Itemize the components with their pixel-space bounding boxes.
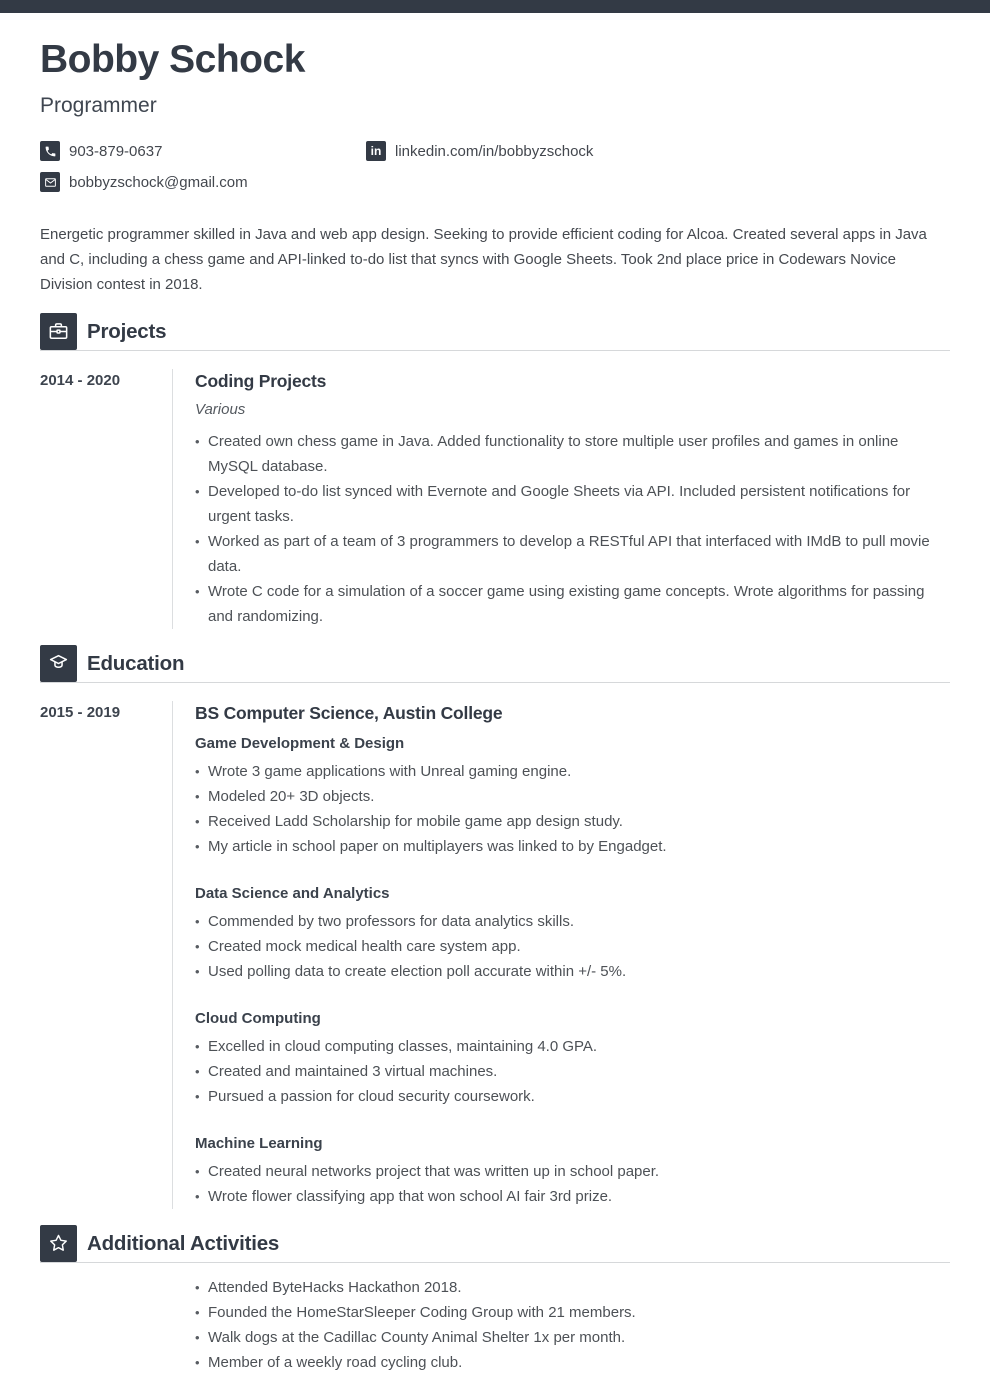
group-label: Game Development & Design [195, 735, 405, 752]
activities-bullet-list [195, 1275, 950, 1375]
phone-icon [40, 141, 60, 161]
email-address: bobbyzschock@gmail.com [69, 173, 248, 191]
bullet-item: • Created neural networks project that was written up in school paper. [195, 1159, 940, 1184]
bullet-item: • Walk dogs at the Cadillac County Animal Shelter 1x per month. [195, 1325, 940, 1350]
summary-text: Energetic programmer skilled in Java and web app design. Seeking to provide efficient coding for Alcoa. Created several apps in Java and C, including a chess game and API-linked to-do list that syncs with Google Sheets. Took 2nd place price in Codewars Novice Division contest in 2018. [40, 226, 927, 293]
email-icon [40, 172, 60, 192]
section-header-additional-activities [40, 1225, 950, 1263]
group-label: Machine Learning [195, 1135, 323, 1152]
bullet-item: • Member of a weekly road cycling club. [195, 1350, 940, 1375]
group-bullet-list [195, 759, 950, 859]
bullet-item: • Created own chess game in Java. Added functionality to store multiple user profiles and games in online MySQL database. [195, 429, 940, 479]
bullet-item: • Wrote 3 game applications with Unreal gaming engine. [195, 759, 940, 784]
section-header-education [40, 645, 950, 683]
bullet-item: • Wrote C code for a simulation of a soccer game using existing game concepts. Wrote algorithms for passing and randomizing. [195, 579, 940, 629]
linkedin-icon [366, 141, 386, 161]
contact-phone [40, 141, 366, 161]
bullet-item: • Founded the HomeStarSleeper Coding Group with 21 members. [195, 1300, 940, 1325]
entry-heading: BS Computer Science, Austin College [195, 703, 503, 723]
graduation-cap-icon [40, 645, 77, 682]
bullet-item: • Pursued a passion for cloud security coursework. [195, 1084, 940, 1109]
bullet-item: • Modeled 20+ 3D objects. [195, 784, 940, 809]
section-title-education: Education [87, 651, 185, 675]
group-bullet-list [195, 909, 950, 984]
contact-email [40, 172, 366, 192]
bullet-item: • My article in school paper on multiplayers was linked to by Engadget. [195, 834, 940, 859]
entry-subtitle: Various [195, 401, 246, 418]
briefcase-icon [40, 313, 77, 350]
entry-date: 2015 - 2019 [40, 704, 121, 721]
education-group-cloud-computing [195, 1008, 950, 1109]
contact-list [40, 141, 950, 192]
person-name: Bobby Schock [40, 38, 305, 81]
bullet-item: • Attended ByteHacks Hackathon 2018. [195, 1275, 940, 1300]
section-title-projects: Projects [87, 319, 167, 343]
education-group-game-development [195, 733, 950, 859]
bullet-item: • Received Ladd Scholarship for mobile game app design study. [195, 809, 940, 834]
entry-education [40, 701, 950, 1209]
group-label: Cloud Computing [195, 1010, 321, 1027]
group-bullet-list [195, 1034, 950, 1109]
entry-date: 2014 - 2020 [40, 372, 121, 389]
bullet-item: • Wrote flower classifying app that won school AI fair 3rd prize. [195, 1184, 940, 1209]
group-bullet-list [195, 1159, 950, 1209]
bullet-item: • Created mock medical health care system app. [195, 934, 940, 959]
linkedin-url: linkedin.com/in/bobbyzschock [395, 142, 594, 160]
entry-coding-projects [40, 369, 950, 629]
contact-linkedin [366, 141, 950, 161]
section-header-projects [40, 313, 950, 351]
phone-number: 903-879-0637 [69, 142, 163, 160]
star-icon [40, 1225, 77, 1262]
projects-bullet-list [195, 429, 950, 629]
bullet-item: • Commended by two professors for data analytics skills. [195, 909, 940, 934]
bullet-item: • Developed to-do list synced with Evernote and Google Sheets via API. Included persistent notifications for urgent tasks. [195, 479, 940, 529]
education-group-data-science [195, 883, 950, 984]
job-title: Programmer [40, 94, 157, 117]
education-group-machine-learning [195, 1133, 950, 1209]
linkedin-glyph: in [370, 144, 382, 158]
group-label: Data Science and Analytics [195, 885, 390, 902]
bullet-item: • Created and maintained 3 virtual machines. [195, 1059, 940, 1084]
entry-heading: Coding Projects [195, 371, 327, 391]
top-accent-bar [0, 0, 990, 13]
bullet-item: • Used polling data to create election poll accurate within +/- 5%. [195, 959, 940, 984]
bullet-item: • Excelled in cloud computing classes, maintaining 4.0 GPA. [195, 1034, 940, 1059]
additional-activities-body [40, 1275, 950, 1375]
bullet-item: • Worked as part of a team of 3 programmers to develop a RESTful API that interfaced with IMdB to pull movie data. [195, 529, 940, 579]
section-title-additional-activities: Additional Activities [87, 1231, 280, 1255]
